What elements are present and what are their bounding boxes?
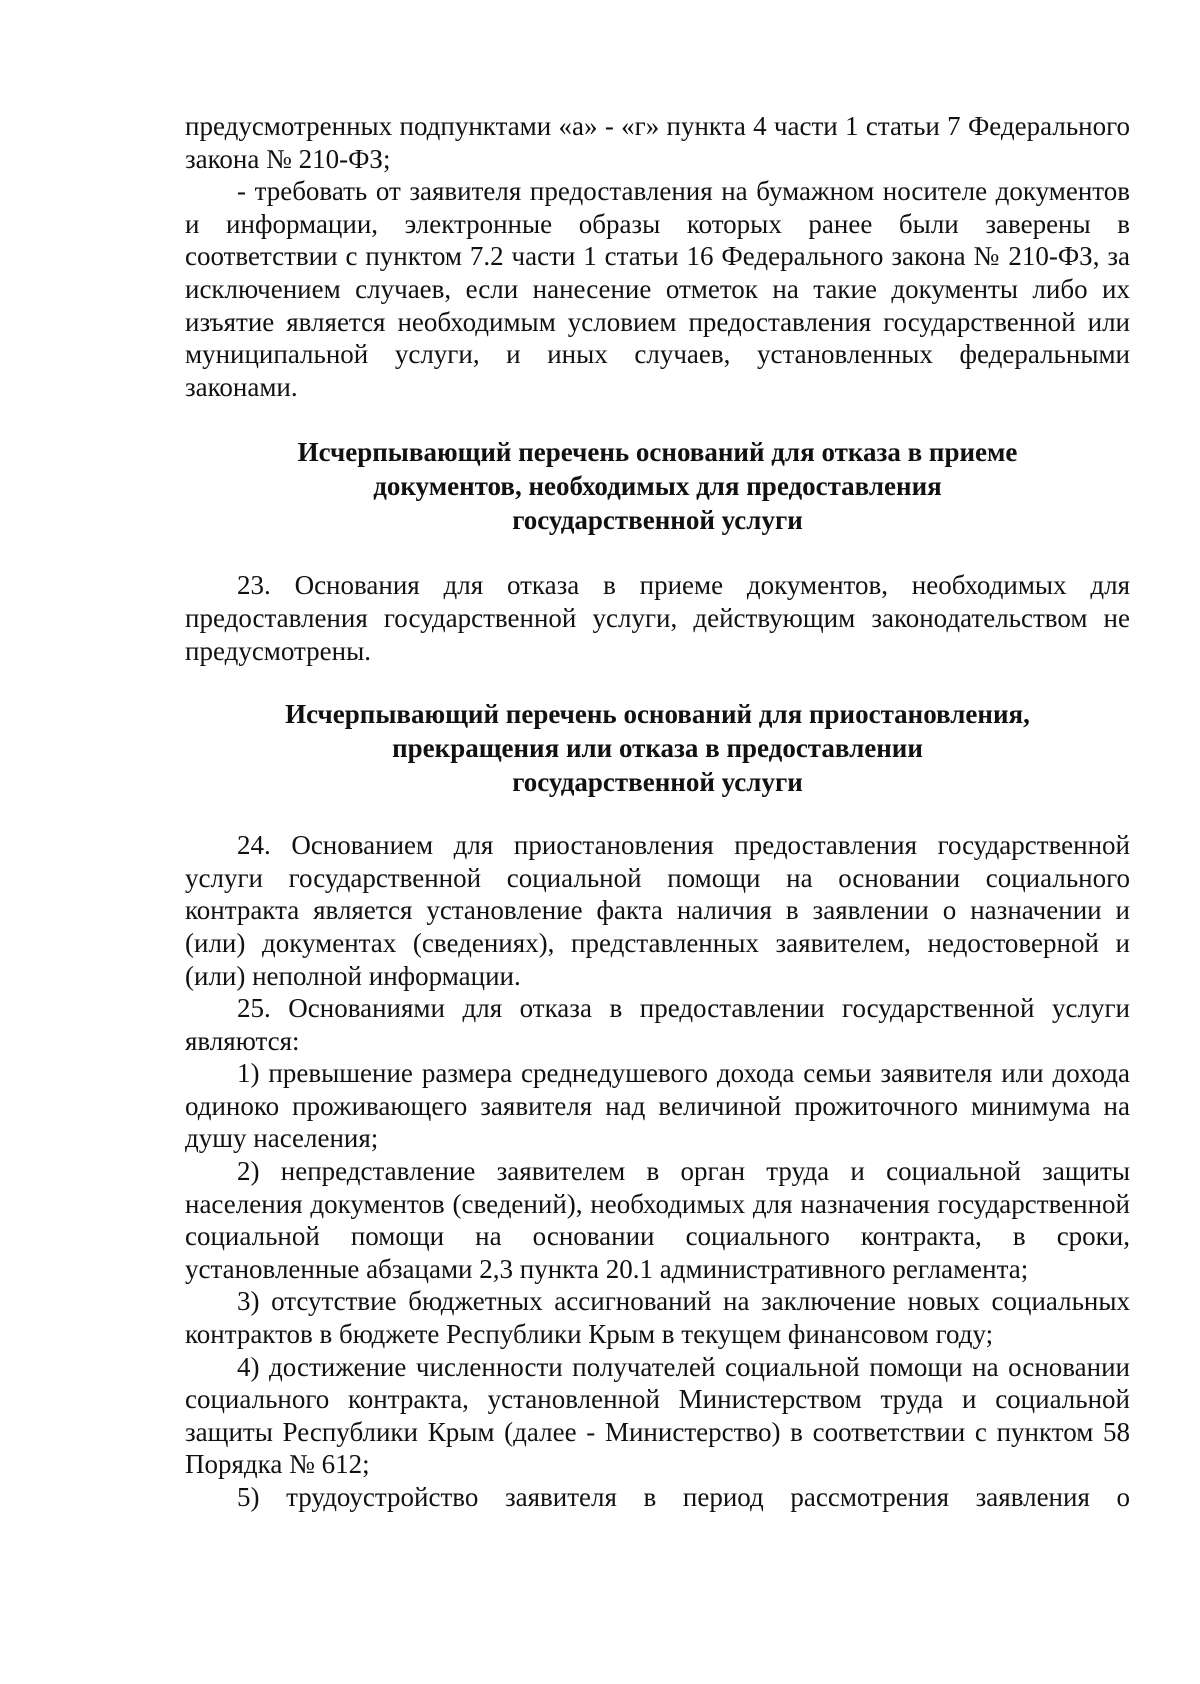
subitem-3: 3) отсутствие бюджетных ассигнований на заключение новых социальных контрактов в бюджете Республики Крым в текущем финансовом году; [185,1286,1130,1350]
heading-line: государственной услуги [512,505,803,536]
heading-line: Исчерпывающий перечень оснований для отказа в приеме [297,437,1018,468]
heading-line: документов, необходимых для предоставления [373,471,942,502]
subitem-5: 5) трудоустройство заявителя в период рассмотрения заявления о [237,1482,1130,1512]
subitem-4: 4) достижение численности получателей социальной помощи на основании социального контракта, установленной Министерством труда и социальной защиты Республики Крым (далее - Министерство) в соответствии с пунктом 58 Порядка № 612; [185,1351,1130,1480]
document-page [185,110,1130,1514]
paragraph-item-24: 24. Основанием для приостановления предоставления государственной услуги государственной социальной помощи на основании социального контракта является установление факта наличия в заявлении о назначении и (или) документах (сведениях), представленных заявителем, недостоверной и (или) неполной информации. [185,830,1130,991]
continuation-paragraph: предусмотренных подпунктами «а» - «г» пункта 4 части 1 статьи 7 Федерального закона № 210-ФЗ; [185,111,1130,174]
heading-line: государственной услуги [512,767,803,798]
section-heading-refusal-acceptance [185,435,1130,537]
bullet-paragraph: - требовать от заявителя предоставления на бумажном носителе документов и информации, электронные образы которых ранее были заверены в соответствии с пунктом 7.2 части 1 статьи 16 Федерального закона № 210-ФЗ, за исключением случаев, если нанесение отметок на такие документы либо их изъятие является необходимым условием предоставления государственной или муниципальной услуги, и иных случаев, установленных федеральными законами. [185,176,1130,402]
subitem-1: 1) превышение размера среднедушевого дохода семьи заявителя или дохода одиноко проживающего заявителя над величиной прожиточного минимума на душу населения; [185,1058,1130,1154]
paragraph-item-23: 23. Основания для отказа в приеме документов, необходимых для предоставления государственной услуги, действующим законодательством не предусмотрены. [185,570,1130,666]
heading-line: прекращения или отказа в предоставлении [392,733,923,764]
subitem-2: 2) непредставление заявителем в орган труда и социальной защиты населения документов (сведений), необходимых для назначения государственной социальной помощи на основании социального контракта, в сроки, установленные абзацами 2,3 пункта 20.1 административного регламента; [185,1156,1130,1284]
heading-line: Исчерпывающий перечень оснований для приостановления, [285,699,1030,730]
section-heading-suspension-refusal [185,697,1130,799]
paragraph-item-25: 25. Основаниями для отказа в предоставлении государственной услуги являются: [185,993,1130,1056]
